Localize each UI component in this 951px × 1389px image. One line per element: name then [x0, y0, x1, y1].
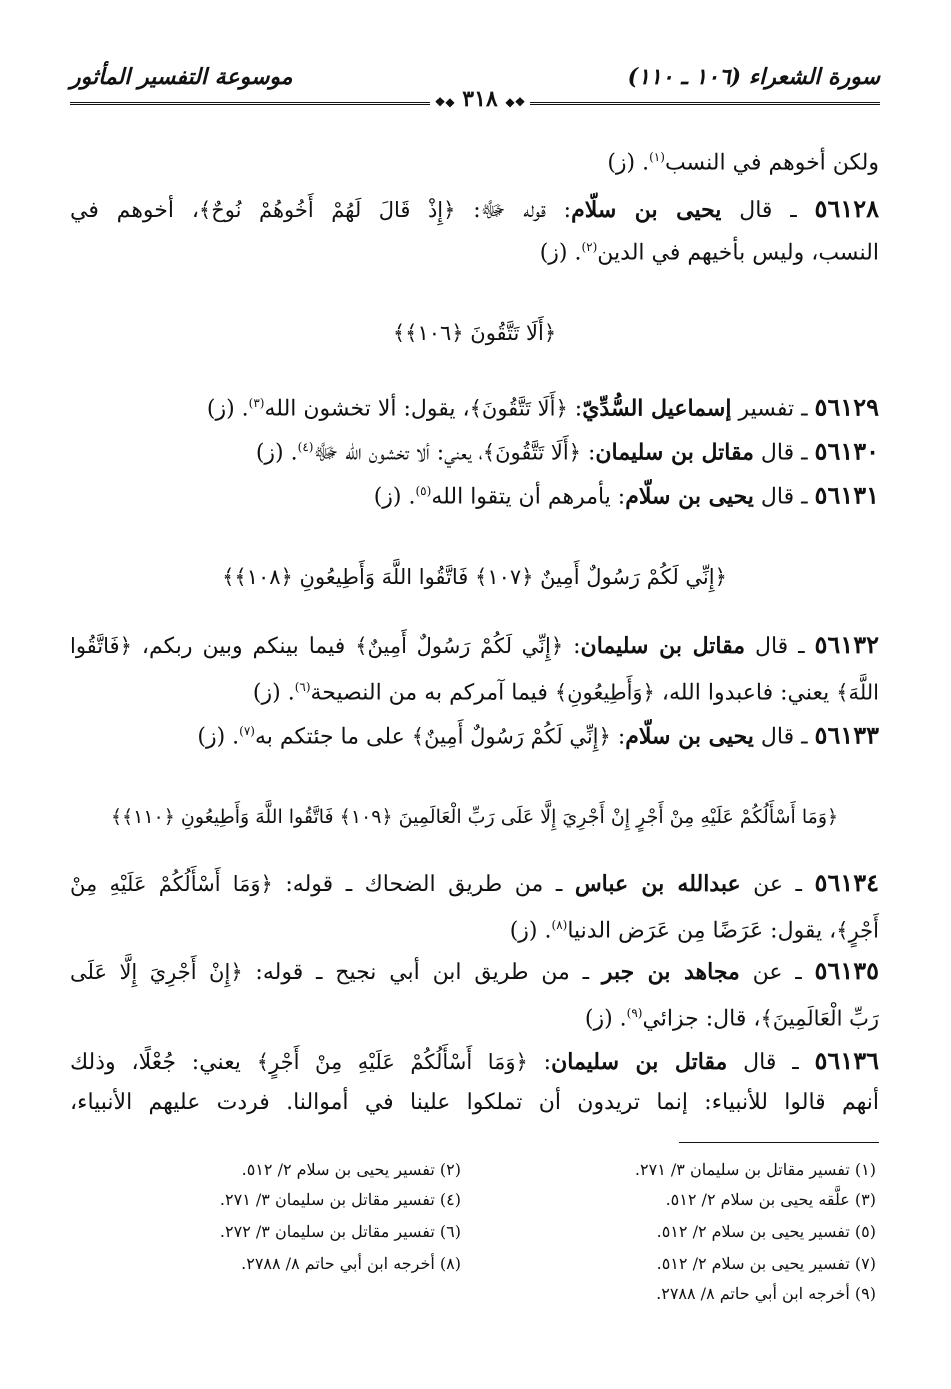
quran-quote: أَجْرٍ﴾ — [836, 918, 879, 943]
entry-line — [70, 1046, 879, 1078]
quran-quote: ﴿وَمَا أَسْأَلُكُمْ عَلَيْهِ مِنْ — [70, 872, 273, 896]
quran-quote: ﴿إِنِّي لَكُمْ رَسُولٌ أَمِينٌ﴾ — [355, 634, 564, 658]
narrator-name: يحيى بن سلّام — [625, 483, 754, 510]
book-title: موسوعة التفسير المأثور — [70, 64, 293, 90]
text: . (ز) — [539, 240, 582, 266]
footnote-ref: (١) — [649, 150, 665, 164]
entry-number: ٥٦١٣٤ — [814, 868, 879, 897]
text: ـ قال — [753, 440, 815, 466]
text: ـ قال — [721, 198, 815, 223]
entry-number: ٥٦١٣٦ — [814, 1046, 879, 1075]
footnote: (٧) تفسير يحيى بن سلام ٢/ ٥١٢. — [656, 1254, 876, 1273]
text: ـ قال — [753, 484, 815, 510]
text-line — [70, 910, 879, 946]
entry-line — [70, 630, 879, 662]
narrator-name: مقاتل بن سليمان — [595, 439, 754, 466]
text: ـ عن — [739, 960, 815, 985]
entry-number: ٥٦١٣١ — [814, 480, 879, 510]
footnote: (١) تفسير مقاتل بن سليمان ٣/ ٢٧١. — [634, 1160, 876, 1179]
entry-line — [70, 432, 879, 468]
quran-quote: ﴿وَمَا أَسْأَلُكُمْ عَلَيْهِ مِنْ أَجْرٍ﴾ — [256, 1050, 528, 1074]
footnote-ref: (٨) — [551, 918, 568, 932]
quran-quote: ﴿أَلَا تَتَّقُونَ﴾ — [469, 396, 568, 421]
text: ، يقول: عَرَضًا مِن عَرَض الدنيا — [567, 918, 837, 944]
text: ـ من طريق ابن أبي نجيح ـ قوله: — [242, 960, 602, 985]
text: . (ز) — [373, 484, 416, 510]
entry-line — [70, 956, 879, 988]
narrator-name: مقاتل بن سليمان — [551, 1049, 728, 1075]
text: : يأمرهم أن يتقوا الله — [431, 484, 626, 510]
footnote: (٩) أخرجه ابن أبي حاتم ٨/ ٢٧٨٨. — [656, 1284, 876, 1303]
entry-line — [70, 716, 879, 752]
text: . (ز) — [509, 918, 552, 944]
text: ، يقول: ألا تخشون الله — [264, 396, 470, 422]
page-number-text: ٣١٨ — [462, 86, 498, 112]
text: . (ز) — [607, 150, 650, 176]
text-line — [70, 672, 879, 708]
text: ، يعني: ألا تخشون الله ﷻ — [313, 440, 483, 466]
narrator-name: مجاهد بن جبر — [601, 959, 740, 985]
quran-quote: ﴿أَلَا تَتَّقُونَ﴾ — [482, 440, 581, 465]
text: : — [567, 396, 583, 422]
narrator-name: يحيى بن سلّام — [625, 723, 754, 750]
entry-number: ٥٦١٢٩ — [814, 392, 879, 422]
verse-heading: ﴿أَلَا تَتَّقُونَ ﴿١٠٦﴾﴾ — [392, 321, 557, 345]
text: ـ قال — [753, 724, 815, 750]
text: ، قال: جزائي — [642, 1006, 761, 1032]
footnote: (٢) تفسير يحيى بن سلام ٢/ ٥١٢. — [241, 1160, 461, 1179]
footnote-ref: (٤) — [297, 440, 314, 454]
text: : — [563, 634, 581, 659]
narrator-name: يحيى بن سلّام — [571, 197, 722, 223]
quran-quote: اللَّهَ﴾ — [836, 680, 879, 705]
entry-number: ٥٦١٢٨ — [814, 194, 879, 223]
footnote-ref: (٥) — [415, 484, 432, 498]
footnote: (٨) أخرجه ابن أبي حاتم ٨/ ٢٧٨٨. — [241, 1254, 461, 1273]
text-line — [70, 232, 879, 268]
quran-quote: رَبِّ الْعَالَمِينَ﴾ — [760, 1006, 879, 1031]
footnote-ref: (٦) — [294, 680, 311, 694]
text-line — [70, 1088, 879, 1118]
text: : — [610, 724, 626, 750]
narrator-name: مقاتل بن سليمان — [580, 633, 745, 659]
text: . (ز) — [255, 440, 298, 466]
footnote-ref: (٩) — [626, 1006, 643, 1020]
quran-quote: ﴿وَأَطِيعُونِ﴾ — [554, 680, 655, 705]
text: : — [580, 440, 596, 466]
verse-heading: ﴿إِنِّي لَكُمْ رَسُولٌ أَمِينٌ ﴿١٠٧﴾ فَاتَّقُوا اللَّهَ وَأَطِيعُونِ ﴿١٠٨﴾﴾ — [222, 565, 727, 589]
text: يعني: فاعبدوا الله، — [654, 680, 837, 706]
entry-number: ٥٦١٣٠ — [814, 436, 879, 466]
footnote-ref: (٢) — [581, 240, 598, 254]
text: يعني: جُعْلًا، وذلك — [70, 1050, 257, 1075]
narrator-name: إسماعيل السُّدِّيّ — [582, 395, 732, 422]
text: ، أخوهم في — [70, 198, 199, 223]
text: ـ عن — [740, 872, 815, 897]
footnote-ref: (٧) — [239, 724, 255, 738]
quran-quote: ﴿إِنْ أَجْرِيَ إِلَّا عَلَى — [70, 960, 243, 984]
text: ـ قال — [727, 1050, 815, 1075]
footnote: (٦) تفسير مقاتل بن سليمان ٣/ ٢٧٢. — [219, 1222, 461, 1241]
text: النسب، وليس بأخيهم في الدين — [597, 240, 879, 266]
text-line — [70, 998, 879, 1034]
entry-number: ٥٦١٣٣ — [814, 720, 879, 750]
text-line — [70, 142, 879, 178]
text: فيما بينكم وبين ربكم، — [131, 634, 356, 659]
entry-line — [70, 868, 879, 900]
quran-quote: ﴿إِنِّي لَكُمْ رَسُولٌ أَمِينٌ﴾ — [411, 724, 611, 749]
footnote-rule — [679, 1142, 879, 1143]
quran-quote: ﴿إِذْ قَالَ لَهُمْ أَخُوهُمْ نُوحٌ﴾ — [198, 198, 456, 222]
footnote: (٤) تفسير مقاتل بن سليمان ٣/ ٢٧١. — [219, 1190, 461, 1209]
text: ـ من طريق الضحاك ـ قوله: — [272, 872, 575, 897]
entry-line — [70, 194, 879, 226]
footnote: (٥) تفسير يحيى بن سلام ٢/ ٥١٢. — [656, 1222, 876, 1241]
text: أنهم قالوا للأنبياء: إنما تريدون أن تملكوا علينا في أموالنا. فردت عليهم الأنبياء، — [70, 1090, 879, 1115]
quran-quote: ﴿فَاتَّقُوا — [70, 634, 132, 658]
footnote-ref: (٣) — [248, 396, 265, 410]
text: ولكن أخوهم في النسب — [664, 150, 879, 176]
text: : قوله ﷻ: — [455, 198, 572, 223]
text: : — [527, 1050, 552, 1075]
text: . (ز) — [584, 1006, 627, 1032]
text: . (ز) — [252, 680, 295, 706]
surah-title: سورة الشعراء (١٠٦ ـ ١١٠) — [627, 64, 880, 90]
page-number — [430, 86, 530, 112]
text: ـ تفسير — [731, 396, 815, 422]
footnote: (٣) علَّقه يحيى بن سلام ٢/ ٥١٢. — [665, 1190, 876, 1209]
ornament-icon: ❖◆ — [505, 95, 526, 109]
text: فيما آمركم به من النصيحة — [310, 680, 555, 706]
narrator-name: عبدالله بن عباس — [574, 871, 741, 897]
text: . (ز) — [206, 396, 249, 422]
ornament-icon: ◆❖ — [434, 95, 455, 109]
entry-number: ٥٦١٣٥ — [814, 956, 879, 985]
entry-line — [70, 476, 879, 512]
entry-number: ٥٦١٣٢ — [814, 630, 879, 659]
text: ـ قال — [745, 634, 815, 659]
entry-line — [70, 388, 879, 424]
verse-heading: ﴿وَمَا أَسْأَلُكُمْ عَلَيْهِ مِنْ أَجْرٍ إِنْ أَجْرِيَ إِلَّا عَلَى رَبِّ الْعَالَمِينَ ﴿١٠٩﴾ فَاتَّقُوا اللَّهَ وَأَطِيعُونِ ﴿١١٠﴾﴾ — [110, 806, 839, 828]
text: على ما جئتكم به — [254, 724, 412, 750]
text: . (ز) — [197, 724, 240, 750]
